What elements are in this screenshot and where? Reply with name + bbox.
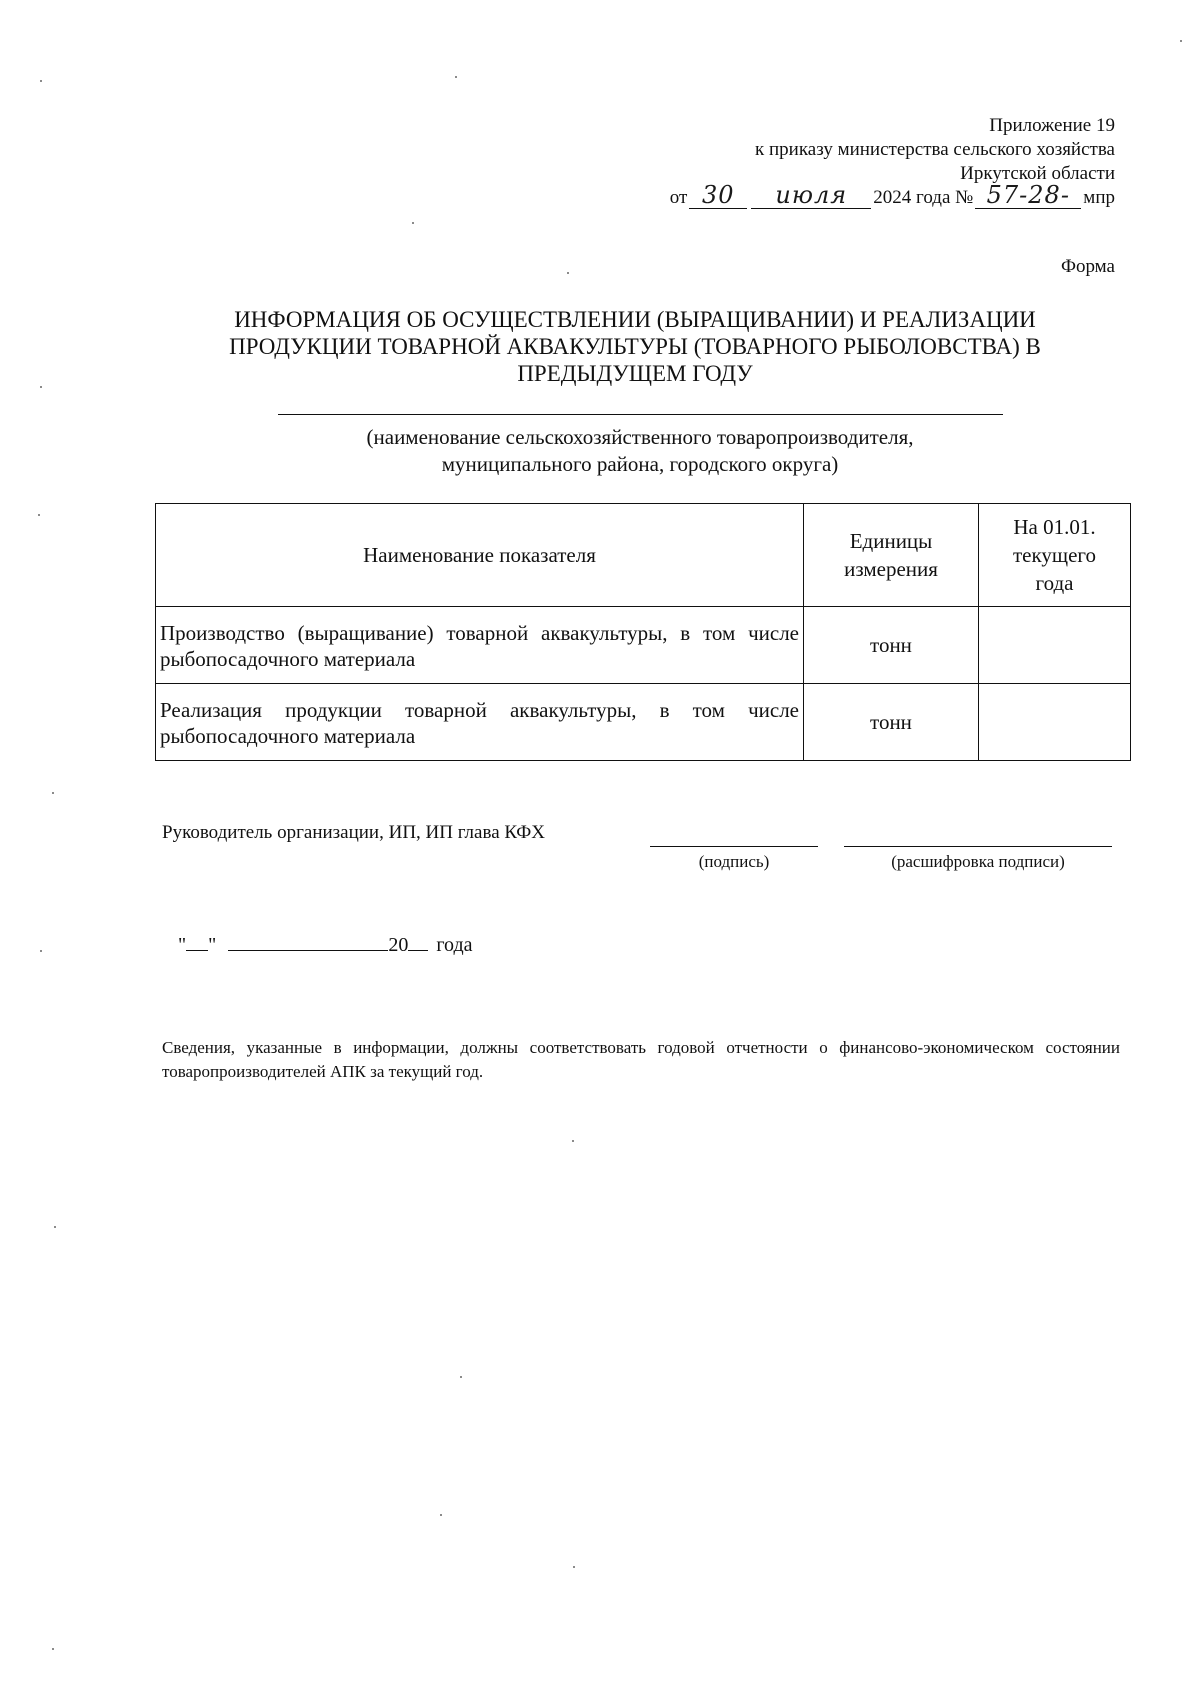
scan-speck — [460, 1376, 462, 1378]
century-text: 20 — [388, 934, 409, 956]
year-blank[interactable] — [408, 932, 428, 951]
year-word: года — [436, 934, 473, 956]
row-value-cell[interactable] — [979, 607, 1131, 684]
header-unit — [804, 504, 979, 607]
handwritten-month: июля — [775, 181, 848, 209]
row-indicator-name: Реализация продукции товарной аквакультуры, в том числе рыбопосадочного материала — [156, 684, 804, 761]
quote-close: " — [208, 934, 217, 956]
row-indicator-name: Производство (выращивание) товарной аквакультуры, в том числе рыбопосадочного материала — [156, 607, 804, 684]
caption-line-2: муниципального района, городского округа) — [441, 452, 839, 476]
scan-speck — [52, 1648, 54, 1650]
signatory-label: Руководитель организации, ИП, ИП глава КФХ — [162, 822, 545, 843]
producer-name-line — [278, 414, 1003, 415]
scan-speck — [52, 792, 54, 794]
document-title — [140, 306, 1130, 387]
producer-name-caption — [200, 424, 1080, 478]
row-unit: тонн — [804, 684, 979, 761]
scan-speck — [38, 514, 40, 516]
scan-speck — [572, 1140, 574, 1142]
year-text: 2024 года № — [873, 187, 974, 208]
signature-caption: (подпись) — [698, 852, 770, 871]
from-label: от — [669, 187, 688, 208]
indicators-table — [155, 503, 1131, 761]
handwritten-number: 57-28- — [986, 181, 1070, 209]
month-blank[interactable] — [228, 932, 388, 951]
handwritten-number-field — [975, 181, 1081, 209]
table-header-row — [156, 504, 1131, 607]
title-line-2: ПРОДУКЦИИ ТОВАРНОЙ АКВАКУЛЬТУРЫ (ТОВАРНОГО РЫБОЛОВСТВА) В — [229, 334, 1041, 359]
signature-decoding-line[interactable] — [844, 846, 1112, 847]
row-value-cell[interactable] — [979, 684, 1131, 761]
header-date-line-2: текущего — [1013, 543, 1096, 567]
header-date-line-3: года — [1035, 571, 1074, 595]
quote-open: " — [178, 934, 187, 956]
day-blank[interactable] — [186, 932, 208, 951]
order-suffix: мпр — [1083, 187, 1115, 208]
footnote-text: Сведения, указанные в информации, должны соответствовать годовой отчетности о финансово-экономическом состоянии товаропроизводителей АПК за текущий год. — [162, 1038, 1120, 1081]
scan-speck — [567, 272, 569, 274]
row-unit: тонн — [804, 607, 979, 684]
signature-line[interactable] — [650, 846, 818, 847]
scan-speck — [54, 1226, 56, 1228]
header-indicator-name: Наименование показателя — [156, 504, 804, 607]
scan-speck — [573, 1566, 575, 1568]
scan-speck — [40, 950, 42, 952]
order-date-line — [669, 181, 1115, 210]
table-row — [156, 607, 1131, 684]
scan-speck — [40, 80, 42, 82]
title-line-3: ПРЕДЫДУЩЕМ ГОДУ — [517, 361, 753, 386]
handwritten-month-field — [751, 181, 871, 209]
handwritten-day-field — [689, 181, 747, 209]
header-date-line-1: На 01.01. — [1013, 515, 1096, 539]
table-row — [156, 684, 1131, 761]
appendix-line-1: Приложение 19 — [989, 115, 1115, 136]
header-date — [979, 504, 1131, 607]
signature-decoding-caption: (расшифровка подписи) — [891, 852, 1065, 871]
header-unit-line-1: Единицы — [849, 529, 933, 553]
title-line-1: ИНФОРМАЦИЯ ОБ ОСУЩЕСТВЛЕНИИ (ВЫРАЩИВАНИИ) И РЕАЛИЗАЦИИ — [234, 307, 1036, 332]
appendix-line-2: к приказу министерства сельского хозяйства — [755, 139, 1115, 160]
scan-speck — [1180, 40, 1182, 42]
scan-speck — [40, 386, 42, 388]
scan-speck — [440, 1514, 442, 1516]
caption-line-1: (наименование сельскохозяйственного товаропроизводителя, — [366, 425, 914, 449]
header-unit-line-2: измерения — [844, 557, 938, 581]
appendix-header — [670, 114, 1115, 210]
scan-speck — [412, 222, 414, 224]
scan-speck — [455, 76, 457, 78]
handwritten-day: 30 — [702, 181, 735, 209]
fill-date-row — [178, 932, 473, 957]
form-label: Форма — [1060, 256, 1115, 277]
appendix-line-3: Иркутской области — [960, 163, 1115, 184]
